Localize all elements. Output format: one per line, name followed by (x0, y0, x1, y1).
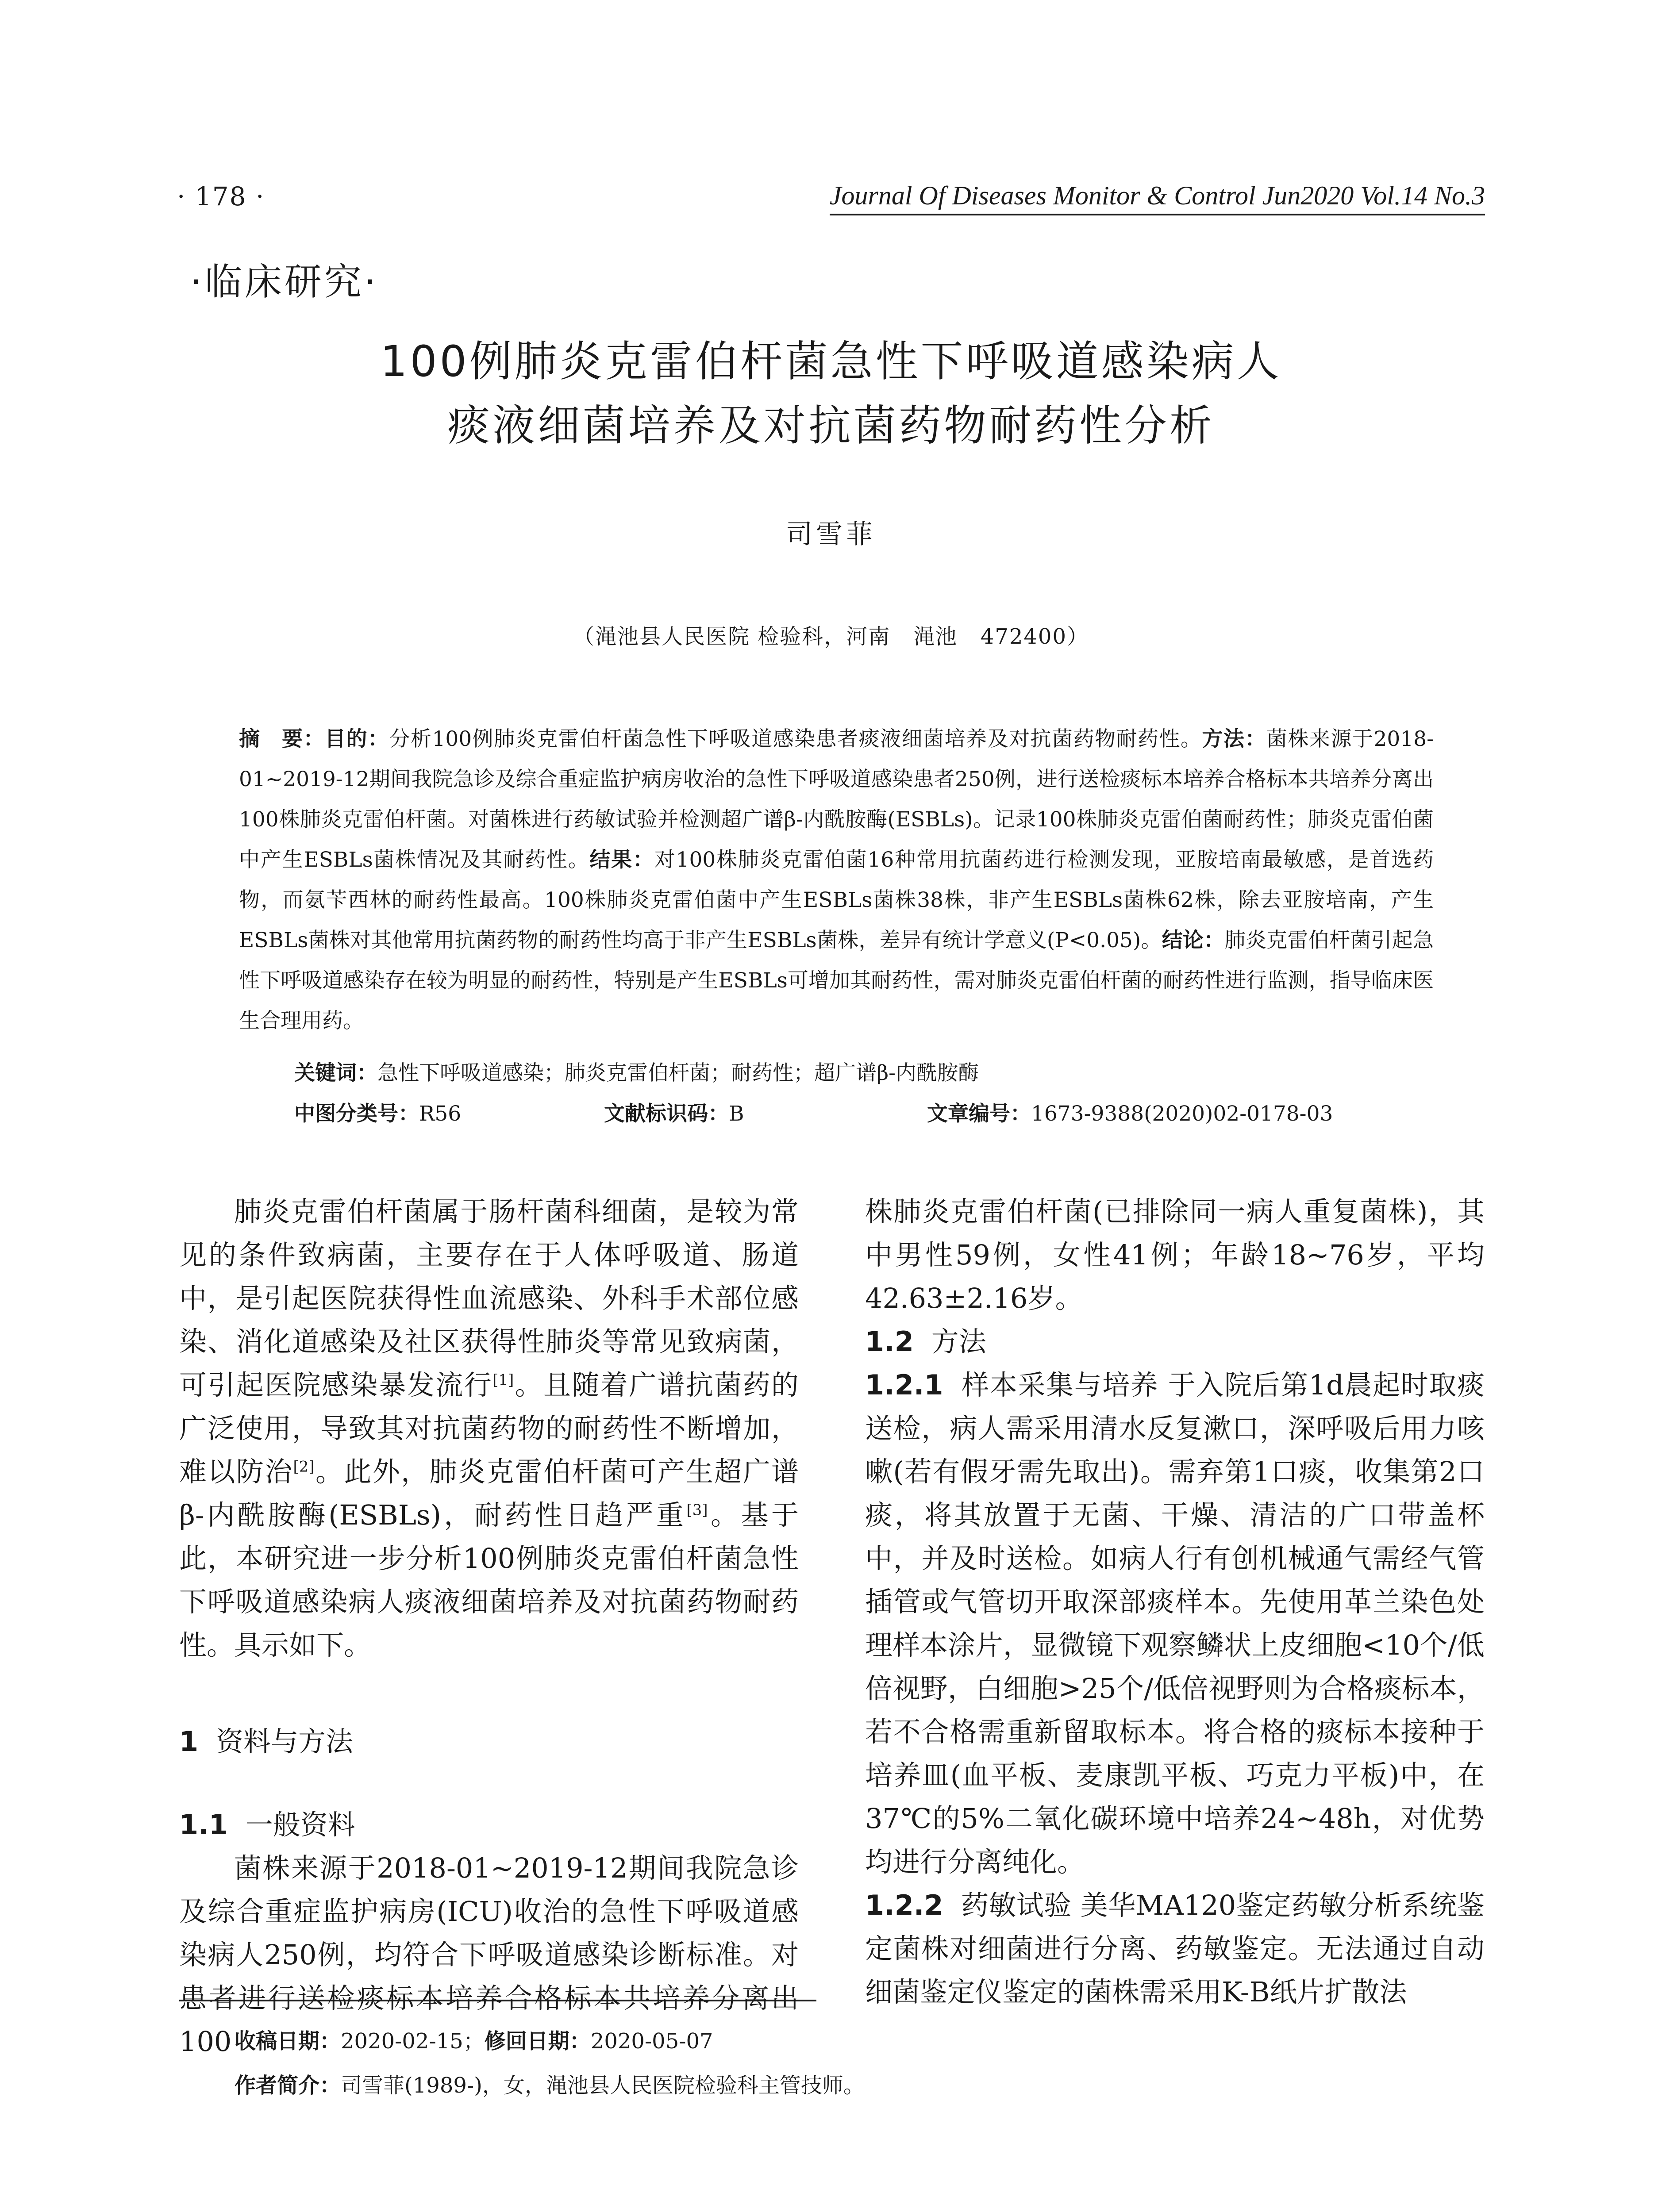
section-1-1-number: 1.1 (179, 1809, 228, 1841)
section-1-2-1-number: 1.2.1 (865, 1369, 943, 1401)
clc-cell (294, 1097, 461, 1127)
section-1-number: 1 (179, 1725, 199, 1758)
reference-3: [3] (686, 1501, 708, 1519)
keywords-value: 急性下呼吸道感染；肺炎克雷伯杆菌；耐药性；超广谱β-内酰胺酶 (377, 1061, 979, 1085)
abstract (239, 719, 1434, 1041)
footnote-author-bio (235, 2068, 865, 2099)
intro-paragraph (179, 1190, 799, 1667)
section-1-1-heading (179, 1803, 799, 1847)
methods-text: 菌株来源于2018-01~2019-12期间我院急诊及综合重症监护病房收治的急性下呼吸道感染患者250例，进行送检痰标本培养合格标本共培养分离出100株肺炎克雷伯杆菌。对菌株进行药敏试验并检测超广谱β-内酰胺酶(ESBLs)。记录100株肺炎克雷伯菌耐药性；肺炎克雷伯菌中产生ESBLs菌株情况及其耐药性。 (239, 727, 1434, 872)
keywords-row (294, 1056, 979, 1086)
clc-value: R56 (419, 1102, 462, 1126)
intro-text-b: 。且随着广谱抗菌药的广泛使用，导致其对抗菌药物的耐药性不断增加，难以防治 (179, 1369, 799, 1488)
section-1-2-2-title: 药敏试验 (961, 1889, 1072, 1921)
section-1-2-2-paragraph (865, 1884, 1485, 2014)
section-1-2-1-text: 于入院后第1d晨起时取痰送检，病人需采用清水反复漱口，深呼吸后用力咳嗽(若有假牙需先取出)。需弃第1口痰，收集第2口痰，将其放置于无菌、干燥、清洁的广口带盖杯中，并及时送检。如病人行有创机械通气需经气管插管或气管切开取深部痰样本。先使用革兰染色处理样本涂片，显微镜下观察鳞状上皮细胞<10个/低倍视野，白细胞>25个/低倍视野则为合格痰标本，若不合格需重新留取标本。将合格的痰标本接种于培养皿(血平板、麦康凯平板、巧克力平板)中，在37℃的5%二氧化碳环境中培养24~48h，对优势均进行分离纯化。 (865, 1369, 1485, 1878)
bio-text: 司雪菲(1989-)，女，渑池县人民医院检验科主管技师。 (341, 2073, 865, 2098)
article-number-label: 文章编号： (927, 1102, 1031, 1126)
section-1-2-1-paragraph (865, 1363, 1485, 1884)
conclusion-text: 肺炎克雷伯杆菌引起急性下呼吸道感染存在较为明显的耐药性，特别是产生ESBLs可增加其耐药性，需对肺炎克雷伯杆菌的耐药性进行监测，指导临床医生合理用药。 (239, 928, 1434, 1033)
section-1-1-paragraph: 菌株来源于2018-01~2019-12期间我院急诊及综合重症监护病房(ICU)收治的急性下呼吸道感染病人250例，均符合下呼吸道感染诊断标准。对患者进行送检痰标本培养合格标本共培养分离出100 (179, 1852, 799, 2058)
intro-text-a: 肺炎克雷伯杆菌属于肠杆菌科细菌，是较为常见的条件致病菌，主要存在于人体呼吸道、肠道中，是引起医院获得性血流感染、外科手术部位感染、消化道感染及社区获得性肺炎等常见致病菌，可引起医院感染暴发流行 (179, 1195, 799, 1401)
methods-label: 方法： (1202, 727, 1267, 751)
article-number-cell (927, 1097, 1333, 1127)
article-number-value: 1673-9388(2020)02-0178-03 (1031, 1102, 1333, 1126)
bio-label: 作者简介： (235, 2073, 341, 2098)
doc-code-value: B (729, 1102, 744, 1126)
revised-label: 修回日期： (484, 2029, 591, 2054)
section-1-2-2-number: 1.2.2 (865, 1889, 943, 1921)
reference-2: [2] (293, 1458, 315, 1476)
body-column-left (179, 1190, 799, 2063)
intro-text-d: 。基于此，本研究进一步分析100例肺炎克雷伯杆菌急性下呼吸道感染病人痰液细菌培养及对抗菌药物耐药性。具示如下。 (179, 1499, 799, 1661)
section-label: ·临床研究· (190, 260, 379, 303)
received-date: 2020-02-15； (341, 2029, 485, 2054)
clc-label: 中图分类号： (294, 1102, 419, 1126)
author-affiliation: （渑池县人民医院 检验科，河南 渑池 472400） (573, 624, 1089, 649)
conclusion-label: 结论： (1162, 928, 1225, 952)
objective-label: 目的： (324, 727, 389, 751)
results-text: 对100株肺炎克雷伯菌16种常用抗菌药进行检测发现，亚胺培南最敏感，是首选药物，而氨苄西林的耐药性最高。100株肺炎克雷伯菌中产生ESBLs菌株38株，非产生ESBLs菌株62株，除去亚胺培南，产生ESBLs菌株对其他常用抗菌药物的耐药性均高于非产生ESBLs菌株，差异有统计学意义(P<0.05)。 (239, 848, 1434, 952)
section-1-2-number: 1.2 (865, 1325, 914, 1358)
article-title-line-1: 100例肺炎克雷伯杆菌急性下呼吸道感染病人 (380, 337, 1282, 386)
section-1-2-2-text: 美华MA120鉴定药敏分析系统鉴定菌株对细菌进行分离、药敏鉴定。无法通过自动细菌鉴定仪鉴定的菌株需采用K-B纸片扩散法 (865, 1889, 1485, 2008)
section-1-2-heading (865, 1320, 1485, 1363)
section-1-2-title: 方法 (931, 1325, 986, 1358)
footnote-divider (179, 2000, 816, 2001)
section-1-title: 资料与方法 (216, 1725, 354, 1758)
page-number: · 178 · (177, 181, 265, 211)
section-1-heading (179, 1720, 799, 1763)
section-1-1-continuation: 株肺炎克雷伯杆菌(已排除同一病人重复菌株)，其中男性59例，女性41例；年龄18~76岁，平均42.63±2.16岁。 (865, 1195, 1485, 1314)
author-name: 司雪菲 (786, 519, 876, 550)
objective-text: 分析100例肺炎克雷伯杆菌急性下呼吸道感染患者痰液细菌培养及对抗菌药物耐药性。 (389, 727, 1202, 751)
abstract-label: 摘 要： (239, 727, 325, 751)
section-1-1-title: 一般资料 (245, 1809, 355, 1841)
doc-code-label: 文献标识码： (604, 1102, 729, 1126)
body-column-right (865, 1190, 1485, 2014)
revised-date: 2020-05-07 (590, 2029, 713, 2054)
intro-text-c: 。此外，肺炎克雷伯杆菌可产生超广谱β-内酰胺酶(ESBLs)，耐药性日趋严重 (179, 1455, 799, 1531)
keywords-label: 关键词： (294, 1061, 377, 1085)
reference-1: [1] (492, 1371, 514, 1389)
section-1-2-1-title: 样本采集与培养 (961, 1369, 1159, 1401)
article-title-line-2: 痰液细菌培养及对抗菌药物耐药性分析 (447, 401, 1215, 450)
results-label: 结果： (589, 848, 654, 872)
footnote-dates (235, 2024, 713, 2055)
received-label: 收稿日期： (235, 2029, 341, 2054)
journal-header: Journal Of Diseases Monitor & Control Jun2020 Vol.14 No.3 (830, 180, 1485, 215)
doc-code-cell (604, 1097, 744, 1127)
